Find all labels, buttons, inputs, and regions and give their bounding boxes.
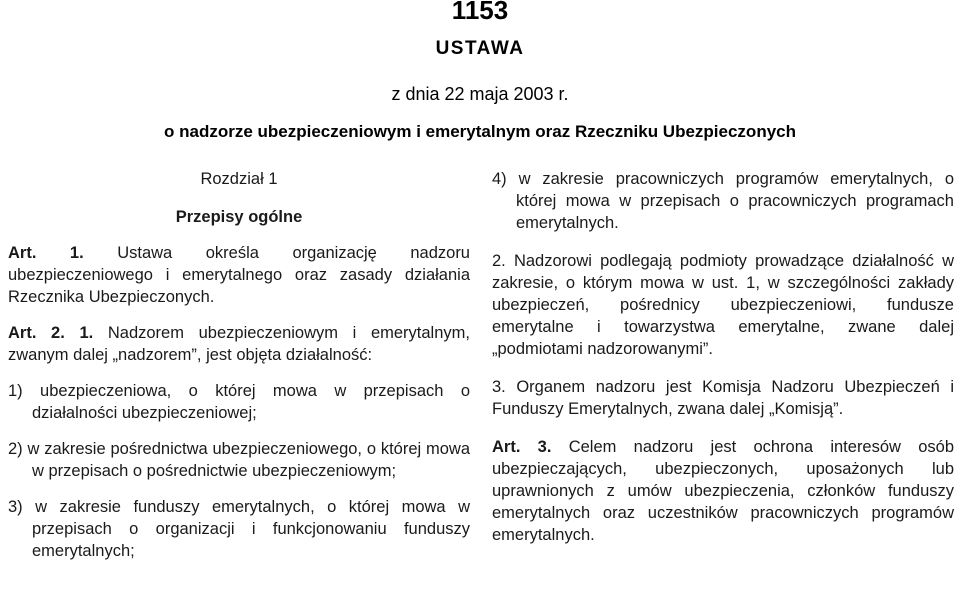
article-2-label: Art. 2. 1. bbox=[8, 324, 94, 342]
article-1 bbox=[8, 242, 470, 308]
left-column bbox=[8, 168, 470, 576]
article-3-label: Art. 3. bbox=[492, 438, 552, 456]
list-item: 2) w zakresie pośrednictwa ubezpieczeniowego, o której mowa w przepisach o pośrednictwie ubezpieczeniowym; bbox=[8, 440, 470, 480]
chapter-label: Rozdział 1 bbox=[200, 170, 278, 188]
list-item: 3) w zakresie funduszy emerytalnych, o której mowa w przepisach o organizacji i funkcjonowaniu funduszy emerytalnych; bbox=[8, 498, 470, 560]
right-column bbox=[492, 168, 954, 560]
list-item: 4) w zakresie pracowniczych programów emerytalnych, o której mowa w przepisach o pracowniczych programach emerytalnych. bbox=[492, 170, 954, 232]
article-2-paragraph-2: 2. Nadzorowi podlegają podmioty prowadzące działalność w zakresie, o którym mowa w ust. 1, w szczególności zakłady ubezpieczeń, pośrednicy ubezpieczeniowi, fundusze emerytalne i towarzystwa emerytalne, zwane dalej „podmiotami nadzorowanymi”. bbox=[492, 252, 954, 358]
article-2 bbox=[8, 322, 470, 366]
act-type-heading: USTAWA bbox=[435, 38, 525, 59]
article-3 bbox=[492, 436, 954, 546]
list-item: 1) ubezpieczeniowa, o której mowa w przepisach o działalności ubezpieczeniowej; bbox=[8, 382, 470, 422]
chapter-title: Przepisy ogólne bbox=[175, 208, 303, 226]
article-2-text: Nadzorem ubezpieczeniowym i emerytalnym, zwanym dalej „nadzorem”, jest objęta działalność: bbox=[8, 324, 470, 364]
article-3-text: Celem nadzoru jest ochrona interesów osób ubezpieczających, ubezpieczonych, uposażonych lub uprawnionych z umów ubezpieczenia, członków funduszy emerytalnych oraz uczestników pracowniczych programów emerytalnych. bbox=[492, 438, 954, 544]
act-date: z dnia 22 maja 2003 r. bbox=[391, 84, 569, 104]
act-title: o nadzorze ubezpieczeniowym i emerytalnym oraz Rzeczniku Ubezpieczonych bbox=[164, 122, 796, 141]
page-number: 1153 bbox=[451, 0, 509, 25]
article-1-label: Art. 1. bbox=[8, 244, 84, 262]
article-1-text: Ustawa określa organizację nadzoru ubezpieczeniowego i emerytalnego oraz zasady działania Rzecznika Ubezpieczonych. bbox=[8, 244, 470, 306]
article-2-paragraph-3: 3. Organem nadzoru jest Komisja Nadzoru Ubezpieczeń i Funduszy Emerytalnych, zwana dalej „Komisją”. bbox=[492, 378, 954, 418]
